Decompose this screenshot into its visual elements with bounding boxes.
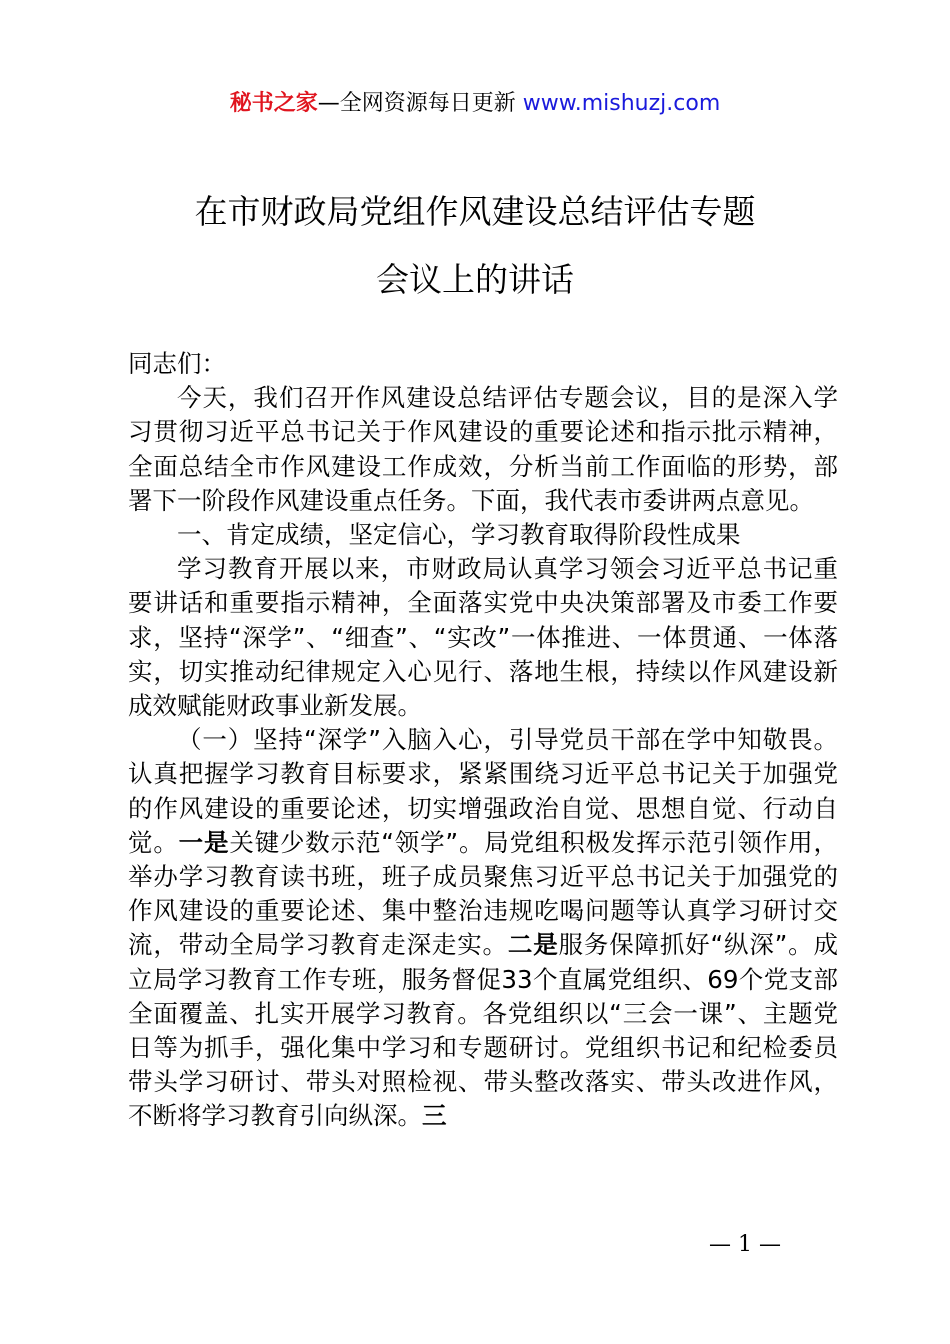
document-title-line-2: 会议上的讲话: [376, 260, 574, 299]
document-body: [128, 347, 838, 1134]
point-marker-1: 一是: [178, 827, 230, 857]
page-number: — 1 —: [709, 1232, 781, 1257]
section-heading-1: 一、肯定成绩，坚定信心，学习教育取得阶段性成果: [177, 520, 741, 550]
brand-name: 秘书之家: [229, 91, 318, 116]
point-marker-3: 三: [422, 1101, 447, 1131]
site-header: [0, 86, 950, 122]
salutation: 同志们：: [128, 349, 226, 378]
paragraph-deep-study: [128, 723, 838, 1133]
document-title-line-1: 在市财政局党组作风建设总结评估专题: [194, 192, 756, 231]
paragraph-overview: 学习教育开展以来，市财政局认真学习领会习近平总书记重要讲话和重要指示精神，全面落实党中央决策部署及市委工作要求，坚持“深学”、“细查”、“实改”一体推进、一体贯通、一体落实，切实推动纪律规定入心见行、落地生根，持续以作风建设新成效赋能财政事业新发展。: [128, 554, 838, 721]
point-text-1: 关键少数示范“领学”。局党组积极发挥示范引领作用，举办学习教育读书班，班子成员聚焦习近平总书记关于加强党的作风建设的重要论述、集中整治违规吃喝问题等认真学习研讨交流，带动全局学习教育走深走实。: [128, 827, 839, 960]
header-tagline: —全网资源每日更新: [317, 91, 523, 116]
point-marker-2: 二是: [507, 930, 559, 960]
paragraph-deep-study-intro: （一）坚持“深学”入脑入心，引导党员干部在学中知敬畏。认真把握学习教育目标要求，紧紧围绕习近平总书记关于加强党的作风建设的重要论述，切实增强政治自觉、思想自觉、行动自觉。: [128, 725, 838, 857]
paragraph-opening: 今天，我们召开作风建设总结评估专题会议，目的是深入学习贯彻习近平总书记关于作风建设的重要论述和指示批示精神，全面总结全市作风建设工作成效，分析当前工作面临的形势，部署下一阶段作风建设重点任务。下面，我代表市委讲两点意见。: [128, 383, 838, 515]
site-url-link[interactable]: www.mishuzj.com: [522, 91, 721, 116]
point-text-2: 服务保障抓好“纵深”。成立局学习教育工作专班，服务督促33个直属党组织、69个党支部全面覆盖、扎实开展学习教育。各党组织以“三会一课”、主题党日等为抓手，强化集中学习和专题研讨。党组织书记和纪检委员带头学习研讨、带头对照检视、带头整改落实、带头改进作风，不断将学习教育引向纵深。: [128, 930, 839, 1131]
